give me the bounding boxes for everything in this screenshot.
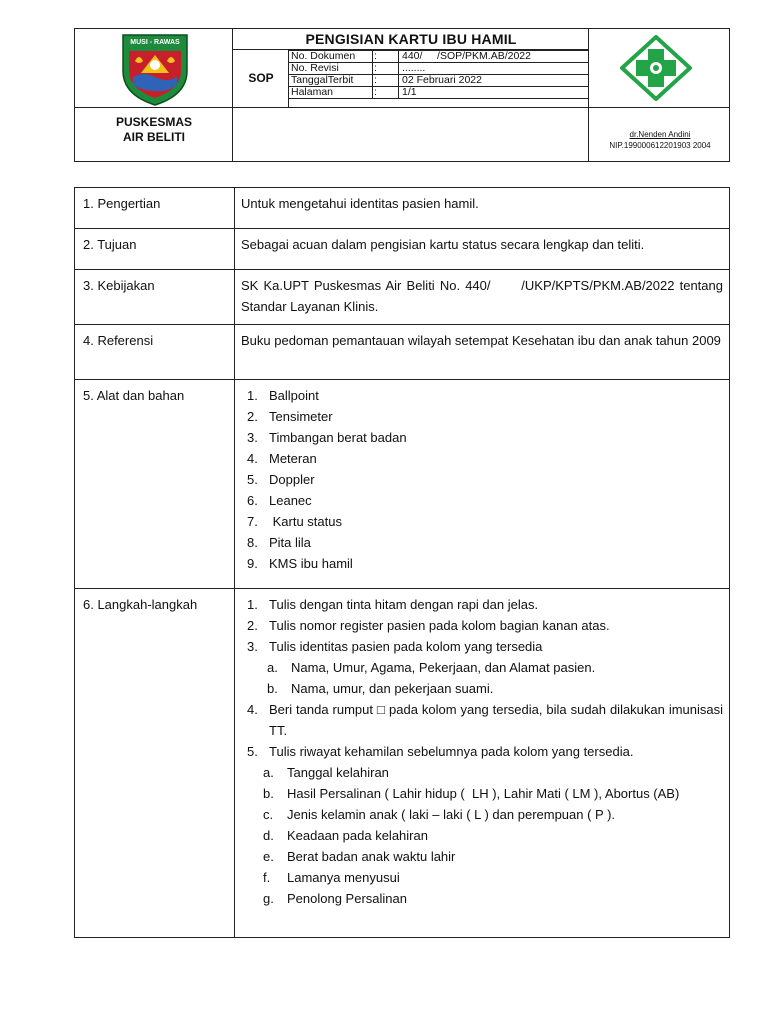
- row-label: 6. Langkah-langkah: [75, 589, 235, 938]
- equipment-list: [241, 385, 723, 574]
- signature-block: [589, 129, 731, 151]
- meta-sep: :: [374, 74, 377, 86]
- list-text: Tulis riwayat kehamilan sebelumnya pada kolom yang tersedia.: [269, 744, 634, 759]
- row-label: 5. Alat dan bahan: [75, 380, 235, 589]
- row-label: 1. Pengertian: [75, 188, 235, 229]
- list-text: Tulis dengan tinta hitam dengan rapi dan jelas.: [269, 597, 539, 612]
- table-row: [75, 589, 730, 938]
- substep-item: [241, 678, 723, 699]
- row-value: Sebagai acuan dalam pengisian kartu status secara lengkap dan teliti.: [235, 229, 730, 270]
- list-text: Doppler: [269, 472, 315, 487]
- list-item: [241, 448, 723, 469]
- list-letter: f.: [263, 870, 271, 885]
- list-text: Timbangan berat badan: [269, 430, 407, 445]
- list-text: Ballpoint: [269, 388, 319, 403]
- substep-item: [237, 762, 723, 783]
- list-item: [241, 385, 723, 406]
- list-letter: b.: [267, 681, 278, 696]
- list-number: 3.: [247, 430, 258, 445]
- list-letter: g.: [263, 891, 274, 906]
- list-text: Jenis kelamin anak ( laki – laki ( L ) dan perempuan ( P ).: [287, 807, 616, 822]
- meta-row-tanggal: [288, 74, 589, 86]
- list-letter: b.: [263, 786, 274, 801]
- substeps-list: [237, 762, 723, 909]
- list-letter: e.: [263, 849, 274, 864]
- list-text: Meteran: [269, 451, 317, 466]
- divider: [288, 98, 589, 99]
- list-text: Penolong Persalinan: [287, 891, 407, 906]
- list-number: 2.: [247, 409, 258, 424]
- list-text: Tulis nomor register pasien pada kolom bagian kanan atas.: [269, 618, 610, 633]
- steps-list: [241, 594, 723, 657]
- list-item: [241, 511, 723, 532]
- divider: [75, 107, 730, 108]
- list-text: Leanec: [269, 493, 312, 508]
- substep-item: [241, 657, 723, 678]
- sop-label: SOP: [248, 71, 274, 85]
- substep-item: [237, 783, 723, 804]
- meta-key: TanggalTerbit: [291, 74, 354, 86]
- meta-value: ........: [402, 62, 426, 74]
- list-item: [241, 532, 723, 553]
- substep-item: [237, 867, 723, 888]
- list-text: Pita lila: [269, 535, 311, 550]
- signer-name: dr.Nenden Andini: [629, 130, 691, 139]
- list-item: [241, 427, 723, 448]
- table-row: [75, 270, 730, 325]
- meta-sep: :: [374, 50, 377, 62]
- substeps-list: [241, 657, 723, 699]
- list-item: [241, 553, 723, 574]
- list-letter: d.: [263, 828, 274, 843]
- substep-item: [237, 804, 723, 825]
- list-text: Beri tanda rumput □ pada kolom yang tersedia, bila sudah dilakukan imunisasi TT.: [269, 702, 723, 738]
- facility-line-1: PUSKESMAS: [115, 115, 192, 129]
- row-value: [235, 589, 730, 938]
- list-number: 3.: [247, 639, 258, 654]
- substep-item: [237, 825, 723, 846]
- list-number: 5.: [247, 472, 258, 487]
- table-row: [75, 188, 730, 229]
- meta-row-dokumen: [288, 50, 589, 62]
- list-text: Nama, Umur, Agama, Pekerjaan, dan Alamat pasien.: [291, 660, 596, 675]
- meta-value: 440/ /SOP/PKM.AB/2022: [402, 50, 531, 62]
- list-text: Tanggal kelahiran: [287, 765, 389, 780]
- document-title: PENGISIAN KARTU IBU HAMIL: [305, 31, 517, 47]
- row-value: Untuk mengetahui identitas pasien hamil.: [235, 188, 730, 229]
- steps-list: [241, 699, 723, 762]
- meta-key: No. Dokumen: [291, 50, 356, 62]
- list-letter: a.: [267, 660, 278, 675]
- list-text: Tulis identitas pasien pada kolom yang tersedia: [269, 639, 543, 654]
- sop-content-table: [74, 187, 730, 938]
- list-number: 4.: [247, 702, 258, 717]
- list-text: Nama, umur, dan pekerjaan suami.: [291, 681, 494, 696]
- substep-item: [237, 846, 723, 867]
- list-number: 1.: [247, 597, 258, 612]
- list-number: 8.: [247, 535, 258, 550]
- list-number: 6.: [247, 493, 258, 508]
- meta-sep: :: [374, 86, 377, 98]
- table-row: [75, 229, 730, 270]
- list-letter: c.: [263, 807, 274, 822]
- list-number: 7.: [247, 514, 258, 529]
- row-value: SK Ka.UPT Puskesmas Air Beliti No. 440/ /UKP/KPTS/PKM.AB/2022 tentang Standar Layanan Klinis.: [235, 270, 730, 325]
- list-letter: a.: [263, 765, 274, 780]
- list-number: 2.: [247, 618, 258, 633]
- document-meta: [288, 50, 589, 105]
- meta-value: 02 Februari 2022: [402, 74, 482, 86]
- emblem-banner: MUSI - RAWAS: [130, 39, 180, 46]
- row-label: 3. Kebijakan: [75, 270, 235, 325]
- substep-item: [237, 888, 723, 909]
- list-number: 5.: [247, 744, 258, 759]
- document-header: [74, 28, 730, 162]
- list-text: Berat badan anak waktu lahir: [287, 849, 456, 864]
- list-text: Keadaan pada kelahiran: [287, 828, 428, 843]
- list-text: Kartu status: [269, 514, 342, 529]
- row-label: 2. Tujuan: [75, 229, 235, 270]
- facility-name: [75, 115, 233, 145]
- list-text: Hasil Persalinan ( Lahir hidup ( LH ), Lahir Mati ( LM ), Abortus (AB): [287, 786, 680, 801]
- row-value: [235, 380, 730, 589]
- table-row: [75, 380, 730, 589]
- step-item: [241, 615, 723, 636]
- list-number: 1.: [247, 388, 258, 403]
- meta-key: No. Revisi: [291, 62, 339, 74]
- list-item: [241, 406, 723, 427]
- meta-key: Halaman: [291, 86, 334, 98]
- signer-nip: NIP.199000612201903 2004: [609, 141, 711, 150]
- step-item: [241, 636, 723, 657]
- musi-rawas-emblem-icon: [119, 31, 191, 107]
- list-number: 4.: [247, 451, 258, 466]
- row-value: Buku pedoman pemantauan wilayah setempat Kesehatan ibu dan anak tahun 2009: [235, 325, 730, 380]
- facility-line-2: AIR BELITI: [123, 130, 185, 144]
- step-item: [241, 594, 723, 615]
- list-number: 9.: [247, 556, 258, 571]
- table-row: [75, 325, 730, 380]
- meta-sep: :: [374, 62, 377, 74]
- step-item: [241, 699, 723, 741]
- list-text: Lamanya menyusui: [287, 870, 400, 885]
- meta-row-revisi: [288, 62, 589, 74]
- list-text: Tensimeter: [269, 409, 333, 424]
- puskesmas-logo-icon: [620, 35, 692, 101]
- meta-row-halaman: [288, 86, 589, 98]
- list-text: KMS ibu hamil: [269, 556, 353, 571]
- meta-value: 1/1: [402, 86, 417, 98]
- step-item: [241, 741, 723, 762]
- list-item: [241, 469, 723, 490]
- list-item: [241, 490, 723, 511]
- row-label: 4. Referensi: [75, 325, 235, 380]
